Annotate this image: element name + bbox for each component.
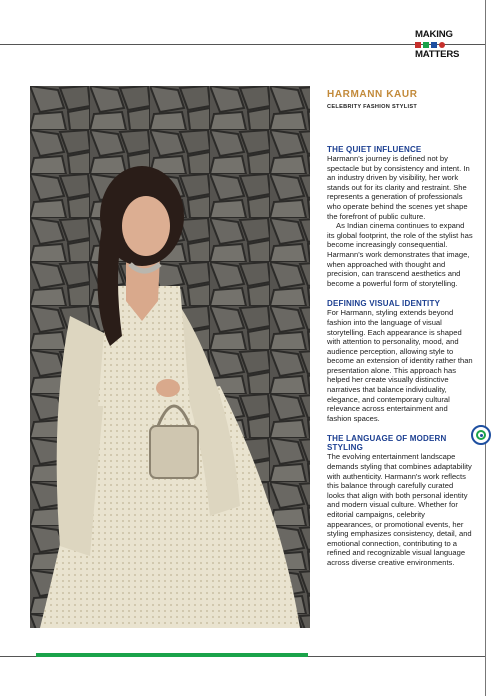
section-paragraph: As Indian cinema continues to expand its global footprint, the role of the stylist has become increasingly consequential. Harmann's work demonstrates that image, when approached with thought and precision, can transcend aesthetics and become a powerful form of storytelling. — [327, 221, 473, 288]
logo-line-1: MAKING — [415, 29, 453, 40]
logo-dot — [439, 42, 445, 48]
stylist-role: CELEBRITY FASHION STYLIST — [327, 104, 418, 110]
section-paragraph: For Harmann, styling extends beyond fashion into the language of visual storytelling. Each appearance is shaped with attention to personality, mood, and audience perception, allowing style to become an extension of identity rather than presentation alone. This approach has helped her create visually distinctive narratives that balance individuality, elegance, and contemporary cultural relevance across entertainment and fashion spaces. — [327, 308, 473, 423]
logo-square-green — [423, 42, 429, 48]
logo-square-red — [415, 42, 421, 48]
stylist-name: HARMANN KAUR — [327, 89, 418, 100]
making-matters-logo — [415, 30, 465, 59]
portrait-photo — [30, 86, 310, 628]
page-edge-rule — [485, 0, 486, 696]
top-rule — [0, 44, 486, 45]
logo-line-3: MATTERS — [415, 48, 460, 60]
section-heading-modern-styling: THE LANGUAGE OF MODERN STYLING — [327, 434, 447, 453]
emblem-icon — [471, 425, 491, 445]
portrait-illustration — [30, 86, 310, 628]
logo-square-blue — [431, 42, 437, 48]
section-heading-quiet-influence: THE QUIET INFLUENCE — [327, 145, 422, 154]
article-text-column — [327, 89, 473, 568]
section-paragraph: Harmann's journey is defined not by spectacle but by consistency and intent. In an industry driven by visibility, her work stands out for its clarity and restraint. She represents a generation of professionals who operate behind the scenes yet shape the forefront of public culture. — [327, 154, 470, 221]
footer-accent-bar — [36, 653, 308, 657]
section-paragraph: The evolving entertainment landscape demands styling that combines adaptability with authenticity. Harmann's work reflects this balance through carefully curated looks that align with both personal identity and modern visual culture. Whether for editorial campaigns, celebrity appearances, or promotional events, her styling emphasizes consistency, detail, and emotional connection, contributing to a refined and recognizable visual language across diverse creative environments. — [327, 452, 472, 567]
logo-mark — [415, 40, 465, 49]
section-heading-visual-identity: DEFINING VISUAL IDENTITY — [327, 299, 441, 309]
